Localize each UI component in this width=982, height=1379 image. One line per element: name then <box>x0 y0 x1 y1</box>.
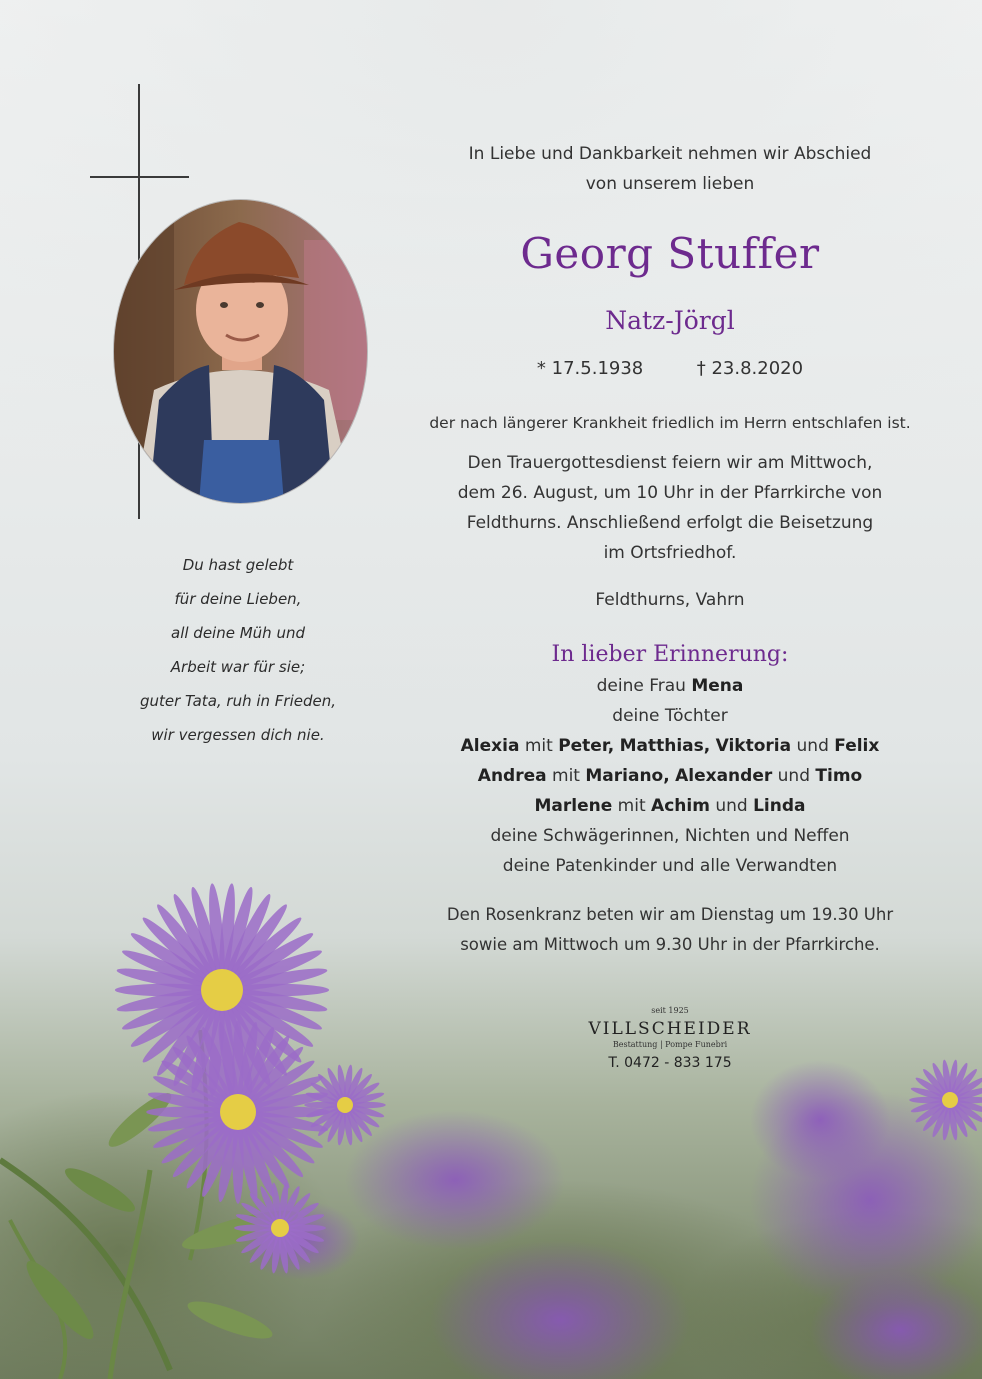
family-wife <box>418 671 922 701</box>
funeral-home-logo <box>555 1006 785 1071</box>
intro-line-2: von unserem lieben <box>585 174 755 194</box>
family-connector: und <box>796 736 829 756</box>
family-list <box>418 671 922 881</box>
family-line-marlene <box>418 791 922 821</box>
family-name: Achim <box>651 796 710 816</box>
poem-line: für deine Lieben, <box>174 590 302 608</box>
death-date: † 23.8.2020 <box>696 358 804 379</box>
service-line: Feldthurns. Anschließend erfolgt die Beisetzung <box>466 513 874 533</box>
cross-horizontal-line <box>90 176 189 178</box>
birth-date: * 17.5.1938 <box>536 358 644 379</box>
family-name: Viktoria <box>715 736 792 756</box>
memorial-poem <box>118 548 358 752</box>
family-daughters-label: deine Töchter <box>612 706 728 726</box>
logo-name: VILLSCHEIDER <box>588 1019 752 1039</box>
poem-line: all deine Müh und <box>171 624 305 642</box>
rosary-line-1: Den Rosenkranz beten wir am Dienstag um 19.30 Uhr <box>446 905 894 924</box>
family-name: Timo <box>815 766 863 786</box>
family-connector: mit <box>524 736 553 756</box>
deceased-name: Georg Stuffer <box>520 229 820 278</box>
family-name: Andrea <box>477 766 547 786</box>
family-inlaws: deine Schwägerinnen, Nichten und Neffen <box>490 826 850 846</box>
rosary-text <box>418 900 922 960</box>
intro-line-1: In Liebe und Dankbarkeit nehmen wir Abschied <box>468 144 872 164</box>
family-line-andrea <box>418 761 922 791</box>
family-name: Mena <box>691 676 744 696</box>
service-line: dem 26. August, um 10 Uhr in der Pfarrkirche von <box>457 483 883 503</box>
family-name: Peter, <box>558 736 615 756</box>
passing-statement: der nach längerer Krankheit friedlich im Herrn entschlafen ist. <box>429 414 911 432</box>
family-name: Linda <box>753 796 806 816</box>
life-dates <box>418 354 922 384</box>
family-name: Alexia <box>460 736 520 756</box>
family-connector: und <box>715 796 748 816</box>
logo-tagline: Bestattung | Pompe Funebri <box>612 1040 728 1049</box>
rosary-line-2: sowie am Mittwoch um 9.30 Uhr in der Pfarrkirche. <box>460 935 880 954</box>
intro-text <box>418 139 922 199</box>
deceased-nickname: Natz-Jörgl <box>605 306 735 335</box>
poem-line: Arbeit war für sie; <box>170 658 306 676</box>
poem-line: Du hast gelebt <box>182 556 294 574</box>
family-connector: mit <box>552 766 580 786</box>
family-name: Marlene <box>534 796 613 816</box>
family-line-alexia <box>418 731 922 761</box>
family-connector: und <box>777 766 810 786</box>
portrait-photo <box>113 199 368 504</box>
funeral-home-phone: T. 0472 - 833 175 <box>608 1055 732 1071</box>
family-name: Matthias, <box>619 736 711 756</box>
family-name: Mariano, <box>585 766 670 786</box>
logo-since: seit 1925 <box>651 1006 689 1015</box>
poem-line: guter Tata, ruh in Frieden, <box>139 692 337 710</box>
family-name: Alexander <box>675 766 773 786</box>
family-connector: mit <box>617 796 646 816</box>
family-label: deine Frau <box>596 676 686 696</box>
place-names: Feldthurns, Vahrn <box>595 590 745 610</box>
poem-line: wir vergessen dich nie. <box>151 726 325 744</box>
service-line: im Ortsfriedhof. <box>603 543 737 563</box>
service-line: Den Trauergottesdienst feiern wir am Mittwoch, <box>467 453 873 473</box>
family-name: Felix <box>834 736 880 756</box>
family-godchildren: deine Patenkinder und alle Verwandten <box>502 856 838 876</box>
funeral-service-text <box>418 448 922 568</box>
remembrance-heading: In lieber Erinnerung: <box>551 642 789 667</box>
